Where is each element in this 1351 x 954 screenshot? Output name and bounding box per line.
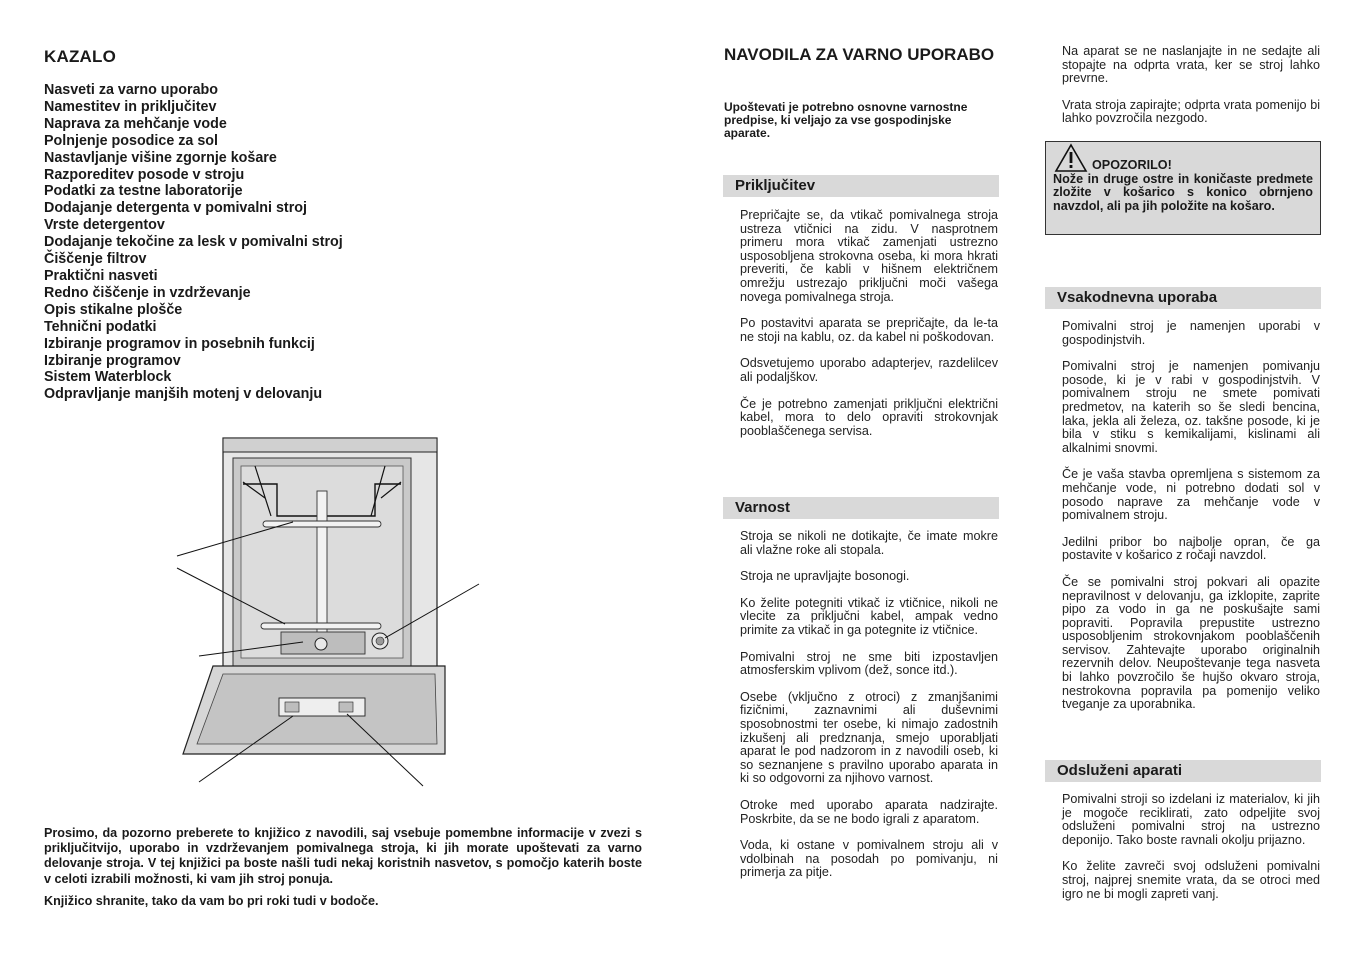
toc-item: Naprava za mehčanje vode [44, 115, 227, 132]
section-top-notes [1062, 45, 1320, 139]
toc-item: Izbiranje programov in posebnih funkcij [44, 335, 315, 352]
toc-item: Polnjenje posodice za sol [44, 132, 218, 149]
paragraph: Po postavitvi aparata se prepričajte, da le-ta ne stoji na kablu, oz. da kabel ni poškodovan. [740, 316, 998, 344]
paragraph: Jedilni pribor bo najbolje opran, če ga postavite v košarico z ročaji navzdol. [1062, 534, 1320, 563]
section-heading-vsakodnevna: Vsakodnevna uporaba [1045, 287, 1321, 309]
paragraph: Če se pomivalni stroj pokvari ali opazite nepravilnost v delovanju, ga izklopite, zaprite pipo za vodo in ga ne poskušajte sami popraviti. Popravila prepustite ustrezno usposobljenim strokovnjakom pooblaščenih servisov. Zahtevajte uporabo originalnih rezervnih delov. Neupoštevanje tega nasveta bi lahko povzročilo še hujšo okvaro stroja, nestrokovna popravila pa pomenijo veliko tveganje za uporabnika. [1062, 574, 1320, 712]
toc-item: Razporeditev posode v stroju [44, 166, 245, 183]
toc-title: KAZALO [44, 47, 117, 66]
safety-lead: Upoštevati je potrebno osnovne varnostne predpise, ki veljajo za vse gospodinjske aparate. [724, 100, 968, 140]
warning-triangle-icon [1054, 143, 1088, 173]
paragraph: Ko želite potegniti vtikač iz vtičnice, nikoli ne vlecite za priključni kabel, ampak vedno primite za vtikač in ga potegnite iz vtičnice. [740, 595, 998, 637]
toc-item: Odpravljanje manjših motenj v delovanju [44, 386, 323, 403]
toc-item: Praktični nasveti [44, 267, 158, 284]
section-heading-varnost: Varnost [723, 497, 999, 519]
paragraph: Pomivalni stroj je namenjen pomivanju posode, ki je v rabi v gospodinjstvih. V pomivalnem stroju ne smete pomivati predmetov, na katerih so še sledi bencina, laka, jekla ali železa, oz. takšne posode, ki je bila v stiku s kemikalijami, kislinami ali alkalnimi snovmi. [1062, 359, 1320, 455]
paragraph: Otroke med uporabo aparata nadzirajte. Poskrbite, da se ne bodo igrali z aparatom. [740, 797, 998, 826]
toc-item: Podatki za testne laboratorije [44, 183, 243, 200]
paragraph: Pomivalni stroj je namenjen uporabi v gospodinjstvih. [1062, 319, 1320, 347]
paragraph: Stroja ne upravljajte bosonogi. [740, 569, 910, 584]
toc-item: Sistem Waterblock [44, 369, 172, 386]
toc-item: Tehnični podatki [44, 318, 157, 335]
paragraph: Odsvetujemo uporabo adapterjev, razdelilcev ali podaljškov. [740, 356, 998, 384]
table-of-contents [44, 82, 644, 403]
toc-item: Vrste detergentov [44, 217, 165, 234]
toc-item: Opis stikalne plošče [44, 301, 183, 318]
section-heading-prikljucitev: Priključitev [723, 175, 999, 197]
paragraph: Če je vaša stavba opremljena s sistemom za mehčanje vode, ni potrebno dodati sol v posodo naprave za mehčanje vode v pomivalnem stroju. [1062, 467, 1320, 523]
toc-item: Izbiranje programov [44, 352, 181, 369]
dishwasher-diagram [175, 436, 485, 788]
warning-box [1045, 141, 1321, 235]
section-vsakodnevna [1062, 320, 1320, 725]
paragraph: Osebe (vključno z otroci) z zmanjšanimi fizičnimi, zaznavnimi ali duševnimi sposobnostmi ter osebe, ki nimajo zadostnih izkušenj ali predznanja, smejo uporabljati aparat le pod nadzorom in z navodili oseb, ki so seznanjene s pravilno uporabo aparata in ki so odgovorni za njihovo varnost. [740, 689, 998, 786]
paragraph: Vrata stroja zapirajte; odprta vrata pomenijo bi lahko povzročila nezgodo. [1062, 97, 1320, 126]
paragraph: Prepričajte se, da vtikač pomivalnega stroja ustreza vtičnici na zidu. V nasprotnem primeru mora vtikač zamenjati ustrezno usposobljena strokovna oseba, ki mora hkrati preveriti, če kabli v hišnem električnem omrežju ustrezajo priključni moči vašega novega pomivalnega stroja. [740, 208, 998, 304]
section-odsluzeni [1062, 793, 1320, 914]
intro-text: Prosimo, da pozorno preberete to knjižico z navodili, saj vsebuje pomembne informacije v zvezi s priključitvijo, uporabo in vzdrževanjem pomivalnega stroja, ki jih morate upoštevati za varno delovanje stroja. V tej knjižici pa boste našli tudi nekaj koristnih nasvetov, s pomočjo katerih boste v celoti izrabili možnosti, ki vam jih stroj ponuja. [44, 826, 642, 886]
paragraph: Pomivalni stroj ne sme biti izpostavljen atmosferskim vplivom (dež, sonce itd.). [740, 649, 998, 678]
toc-item: Redno čiščenje in vzdrževanje [44, 284, 251, 301]
paragraph: Voda, ki ostane v pomivalnem stroju ali v vdolbinah na posodah po pomivanju, ni primerja za pitje. [740, 838, 998, 880]
paragraph: Na aparat se ne naslanjajte in ne sedajte ali stopajte na odprta vrata, ker se stroj lahko prevrne. [1062, 44, 1320, 86]
keep-booklet-text: Knjižico shranite, tako da vam bo pri roki tudi v bodoče. [44, 894, 379, 908]
toc-item: Dodajanje tekočine za lesk v pomivalni stroj [44, 234, 343, 251]
section-heading-odsluzeni: Odsluženi aparati [1045, 760, 1321, 782]
toc-item: Dodajanje detergenta v pomivalni stroj [44, 200, 307, 217]
paragraph: Ko želite zavreči svoj odsluženi pomivalni stroj, najprej snemite vrata, da se otroci med igro ne bi mogli zapreti vanj. [1062, 859, 1320, 901]
toc-item: Čiščenje filtrov [44, 251, 147, 268]
toc-item: Nasveti za varno uporabo [44, 82, 218, 98]
paragraph: Če je potrebno zamenjati priključni električni kabel, mora to delo opraviti strokovnjak pooblaščenega servisa. [740, 396, 998, 438]
section-varnost [740, 530, 998, 893]
section-prikljucitev [740, 209, 998, 451]
safety-title: NAVODILA ZA VARNO UPORABO [724, 45, 995, 64]
warning-title: OPOZORILO! [1092, 158, 1172, 172]
paragraph: Pomivalni stroji so izdelani iz materialov, ki jih je mogoče reciklirati, zato odpeljite svoj odsluženi pomivalni stroj na ustrezno deponijo. Tako boste ravnali okolju prijazno. [1062, 792, 1320, 847]
toc-item: Nastavljanje višine zgornje košare [44, 149, 277, 166]
warning-text: Nože in druge ostre in koničaste predmete zložite v košarico s konico obrnjeno navzdol, ali pa jih položite na košaro. [1053, 172, 1313, 213]
paragraph: Stroja se nikoli ne dotikajte, če imate mokre ali vlažne roke ali stopala. [740, 529, 998, 557]
toc-item: Namestitev in priključitev [44, 98, 217, 115]
